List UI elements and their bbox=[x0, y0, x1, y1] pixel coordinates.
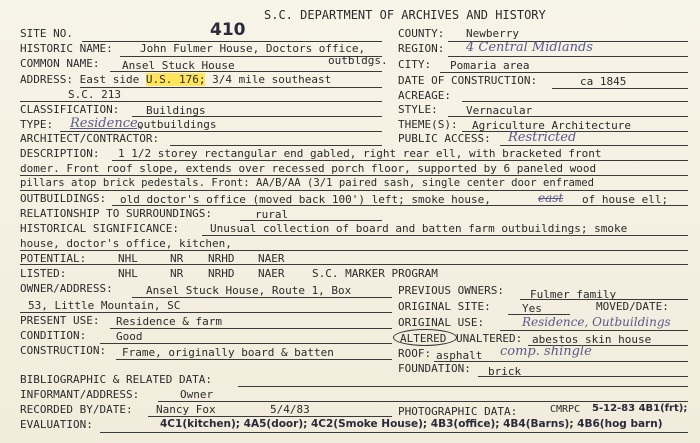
city-label: CITY: bbox=[398, 58, 432, 71]
date-construction-label: DATE OF CONSTRUCTION: bbox=[398, 74, 538, 87]
altered-value: abestos skin house bbox=[532, 333, 652, 346]
recorded-line bbox=[148, 416, 392, 417]
original-site-value: Yes bbox=[522, 302, 542, 315]
classification-label: CLASSIFICATION: bbox=[20, 103, 120, 116]
photographic-label: PHOTOGRAPHIC DATA: bbox=[398, 405, 518, 418]
description-line2: domer. Front roof slope, extends over recessed porch floor, supported by 6 paneled wood bbox=[20, 162, 597, 175]
public-access-label: PUBLIC ACCESS: bbox=[398, 132, 491, 145]
common-name-cont: outbldgs. bbox=[328, 54, 388, 67]
description-line3: pillars atop brick pedestals. Front: AA/B/AA (3/1 paired sash, single center door enframed bbox=[20, 177, 595, 189]
condition-line bbox=[100, 343, 392, 344]
present-use-value: Residence & farm bbox=[116, 315, 222, 328]
acreage-label: ACREAGE: bbox=[398, 89, 451, 102]
construction-value: Frame, originally board & batten bbox=[122, 346, 334, 359]
foundation-line bbox=[478, 376, 688, 377]
bibliographic-label: BIBLIOGRAPHIC & RELATED DATA: bbox=[20, 373, 213, 386]
significance-line2: house, doctor's office, kitchen, bbox=[20, 237, 232, 250]
owner-line1-rule bbox=[132, 297, 392, 298]
bibliographic-line bbox=[238, 386, 688, 387]
informant-label: INFORMANT/ADDRESS: bbox=[20, 388, 140, 401]
date-construction-line bbox=[552, 88, 688, 89]
classification-line bbox=[132, 116, 382, 117]
relationship-value: rural bbox=[255, 208, 289, 221]
type-hand: Residence, bbox=[70, 116, 142, 131]
roof-line bbox=[434, 361, 688, 362]
listed-naer: NAER bbox=[258, 267, 285, 280]
unaltered-label: UNALTERED: bbox=[456, 332, 523, 345]
description-line3-rule bbox=[20, 190, 688, 191]
description-line1: 1 1/2 storey rectangular end gabled, right rear ell, with bracketed front bbox=[118, 147, 602, 160]
owner-line2-rule bbox=[20, 312, 392, 313]
region-line bbox=[448, 56, 688, 57]
address-highlight: U.S. 176; bbox=[145, 73, 206, 86]
evaluation-hand: 4C1(kitchen); 4A5(door); 4C2(Smoke House); 4B3(office); 4B4(Barns); 4B6(hog barn) bbox=[160, 418, 663, 430]
outbuildings-post: of house ell; bbox=[582, 193, 669, 206]
region-value: 4 Central Midlands bbox=[466, 40, 593, 55]
classification-value: Buildings bbox=[146, 104, 206, 117]
previous-owners-value: Fulmer family bbox=[530, 288, 617, 301]
common-name-value: Ansel Stuck House bbox=[122, 59, 235, 72]
type-label: TYPE: bbox=[20, 118, 54, 131]
potential-line bbox=[20, 264, 688, 265]
altered-label: ALTERED bbox=[400, 332, 447, 345]
original-use-line bbox=[500, 330, 688, 331]
foundation-value: brick bbox=[488, 365, 522, 378]
address-label: ADDRESS: East side U.S. 176; 3/4 mile southeast bbox=[20, 73, 332, 86]
original-site-label: ORIGINAL SITE: bbox=[398, 300, 491, 313]
outbuildings-scribble: east bbox=[538, 191, 564, 205]
potential-label: POTENTIAL: bbox=[20, 252, 87, 265]
photographic-value: CMRPC bbox=[550, 404, 581, 415]
city-line bbox=[440, 72, 688, 73]
themes-value: Agriculture Architecture bbox=[472, 119, 631, 132]
common-name-line bbox=[110, 71, 382, 72]
evaluation-label: EVALUATION: bbox=[20, 418, 93, 431]
moved-date-label: MOVED/DATE: bbox=[596, 300, 669, 313]
site-no-label: SITE NO. bbox=[20, 27, 73, 40]
roof-value: asphalt bbox=[436, 349, 483, 362]
historic-name-label: HISTORIC NAME: bbox=[20, 42, 113, 55]
style-label: STYLE: bbox=[398, 103, 438, 116]
recorded-value: Nancy Fox bbox=[156, 403, 216, 416]
present-use-line bbox=[110, 328, 392, 329]
significance-line1: Unusual collection of board and batten farm outbuildings; smoke bbox=[210, 222, 628, 235]
address-line bbox=[80, 87, 382, 88]
public-access-value: Restricted bbox=[508, 130, 577, 145]
roof-label: ROOF: bbox=[398, 347, 432, 360]
evaluation-line bbox=[100, 432, 688, 433]
type-value: outbuildings bbox=[137, 118, 217, 131]
description-label: DESCRIPTION: bbox=[20, 147, 100, 160]
potential-nhl: NHL bbox=[118, 252, 138, 265]
marker-program: S.C. MARKER PROGRAM bbox=[312, 267, 438, 280]
public-access-line bbox=[500, 145, 688, 146]
outbuildings-value: old doctor's office (moved back 100') left; smoke house, bbox=[120, 193, 491, 206]
informant-value: Owner bbox=[180, 388, 214, 401]
department-header: S.C. DEPARTMENT OF ARCHIVES AND HISTORY bbox=[264, 8, 546, 22]
present-use-label: PRESENT USE: bbox=[20, 314, 100, 327]
acreage-line bbox=[462, 101, 688, 102]
city-value: Pomaria area bbox=[450, 59, 530, 72]
region-label: REGION: bbox=[398, 42, 445, 55]
foundation-label: FOUNDATION: bbox=[398, 362, 471, 375]
date-construction-value: ca 1845 bbox=[580, 75, 627, 88]
owner-label: OWNER/ADDRESS: bbox=[20, 282, 113, 295]
original-use-label: ORIGINAL USE: bbox=[398, 316, 485, 329]
recorded-label: RECORDED BY/DATE: bbox=[20, 403, 133, 416]
relationship-line bbox=[240, 220, 382, 221]
address-line2-rule bbox=[20, 101, 382, 102]
address-line2: S.C. 213 bbox=[68, 88, 121, 101]
themes-label: THEME(S): bbox=[398, 118, 458, 131]
address-pre: East side bbox=[79, 73, 140, 86]
potential-naer: NAER bbox=[258, 252, 285, 265]
site-no-value: 410 bbox=[210, 20, 246, 40]
county-value: Newberry bbox=[466, 27, 519, 40]
historic-name-value: John Fulmer House, Doctors office, bbox=[140, 42, 366, 55]
listed-nrhd: NRHD bbox=[208, 267, 235, 280]
county-label: COUNTY: bbox=[398, 27, 445, 40]
potential-nrhd: NRHD bbox=[208, 252, 235, 265]
outbuildings-line bbox=[112, 205, 688, 206]
description-line2-rule bbox=[20, 175, 688, 176]
relationship-label: RELATIONSHIP TO SURROUNDINGS: bbox=[20, 207, 213, 220]
photographic-hand: 5-12-83 4B1(frt); bbox=[592, 403, 688, 414]
address-post: 3/4 mile southeast bbox=[212, 73, 332, 86]
significance-line2-rule bbox=[20, 250, 688, 251]
original-use-value: Residence, Outbuildings bbox=[522, 315, 671, 329]
informant-line bbox=[158, 401, 688, 402]
outbuildings-label: OUTBUILDINGS: bbox=[20, 192, 107, 205]
owner-line1: Ansel Stuck House, Route 1, Box bbox=[146, 284, 352, 297]
listed-nhl: NHL bbox=[118, 267, 138, 280]
common-name-label: COMMON NAME: bbox=[20, 57, 100, 70]
architect-label: ARCHITECT/CONTRACTOR: bbox=[20, 132, 160, 145]
condition-label: CONDITION: bbox=[20, 329, 87, 342]
potential-nr: NR bbox=[170, 252, 184, 265]
owner-line2: 53, Little Mountain, SC bbox=[28, 299, 181, 312]
significance-label: HISTORICAL SIGNIFICANCE: bbox=[20, 222, 179, 235]
significance-line1-rule bbox=[202, 235, 688, 236]
recorded-date: 5/4/83 bbox=[270, 403, 310, 416]
description-line1-rule bbox=[112, 160, 688, 161]
listed-nr: NR bbox=[170, 267, 184, 280]
construction-line bbox=[116, 359, 392, 360]
style-value: Vernacular bbox=[466, 104, 533, 117]
architect-line bbox=[170, 145, 382, 146]
construction-label: CONSTRUCTION: bbox=[20, 344, 107, 357]
roof-hand: comp. shingle bbox=[500, 344, 592, 359]
condition-value: Good bbox=[116, 330, 143, 343]
style-line bbox=[448, 116, 688, 117]
listed-label: LISTED: bbox=[20, 267, 67, 280]
previous-owners-label: PREVIOUS OWNERS: bbox=[398, 284, 504, 297]
